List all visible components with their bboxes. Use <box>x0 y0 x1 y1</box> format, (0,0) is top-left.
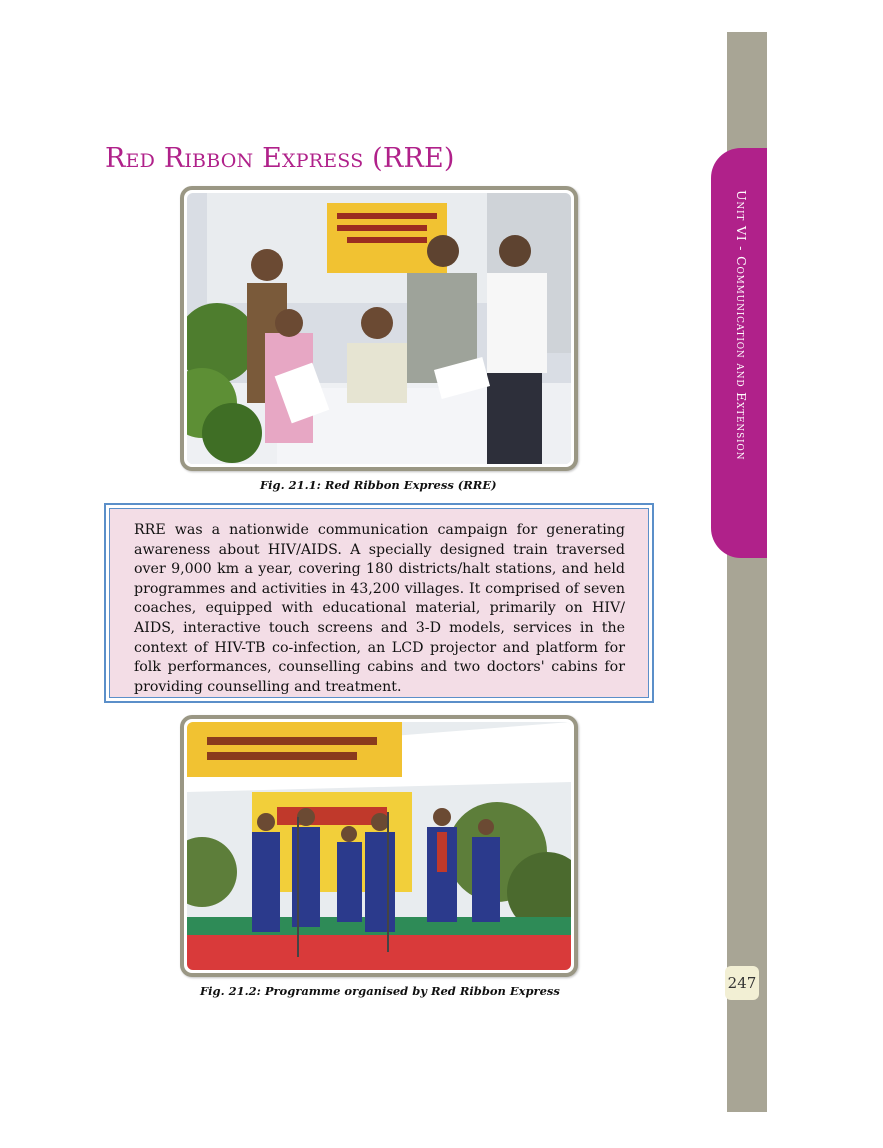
registration-desk-photo <box>187 193 571 464</box>
figure-2-caption: Fig. 21.2: Programme organised by Red Ribbon Express <box>200 984 560 998</box>
page-number: 247 <box>725 966 759 1000</box>
figure-1-photo <box>180 186 578 471</box>
info-box-inner <box>109 508 649 698</box>
stage-performance-photo <box>187 722 571 970</box>
figure-2-photo <box>180 715 578 977</box>
page-heading: Red Ribbon Express (RRE) <box>105 143 455 174</box>
info-box <box>104 503 654 703</box>
unit-label: Unit VI - Communication and Extension <box>734 190 749 461</box>
figure-1-caption: Fig. 21.1: Red Ribbon Express (RRE) <box>260 478 497 492</box>
info-box-text: RRE was a nationwide communication campaign for generating awareness about HIV/AIDS. A specially designed train traversed over 9,000 km a year, covering 180 districts/halt stations, and held programmes and activities in 43,200 villages. It comprised of seven coaches, equipped with educational material, primarily on HIV/ AIDS, interactive touch screens and 3-D models, services in the context of HIV-TB co-infection, an LCD projector and platform for folk performances, counselling cabins and two doctors' cabins for providing counselling and treatment. <box>134 522 625 695</box>
